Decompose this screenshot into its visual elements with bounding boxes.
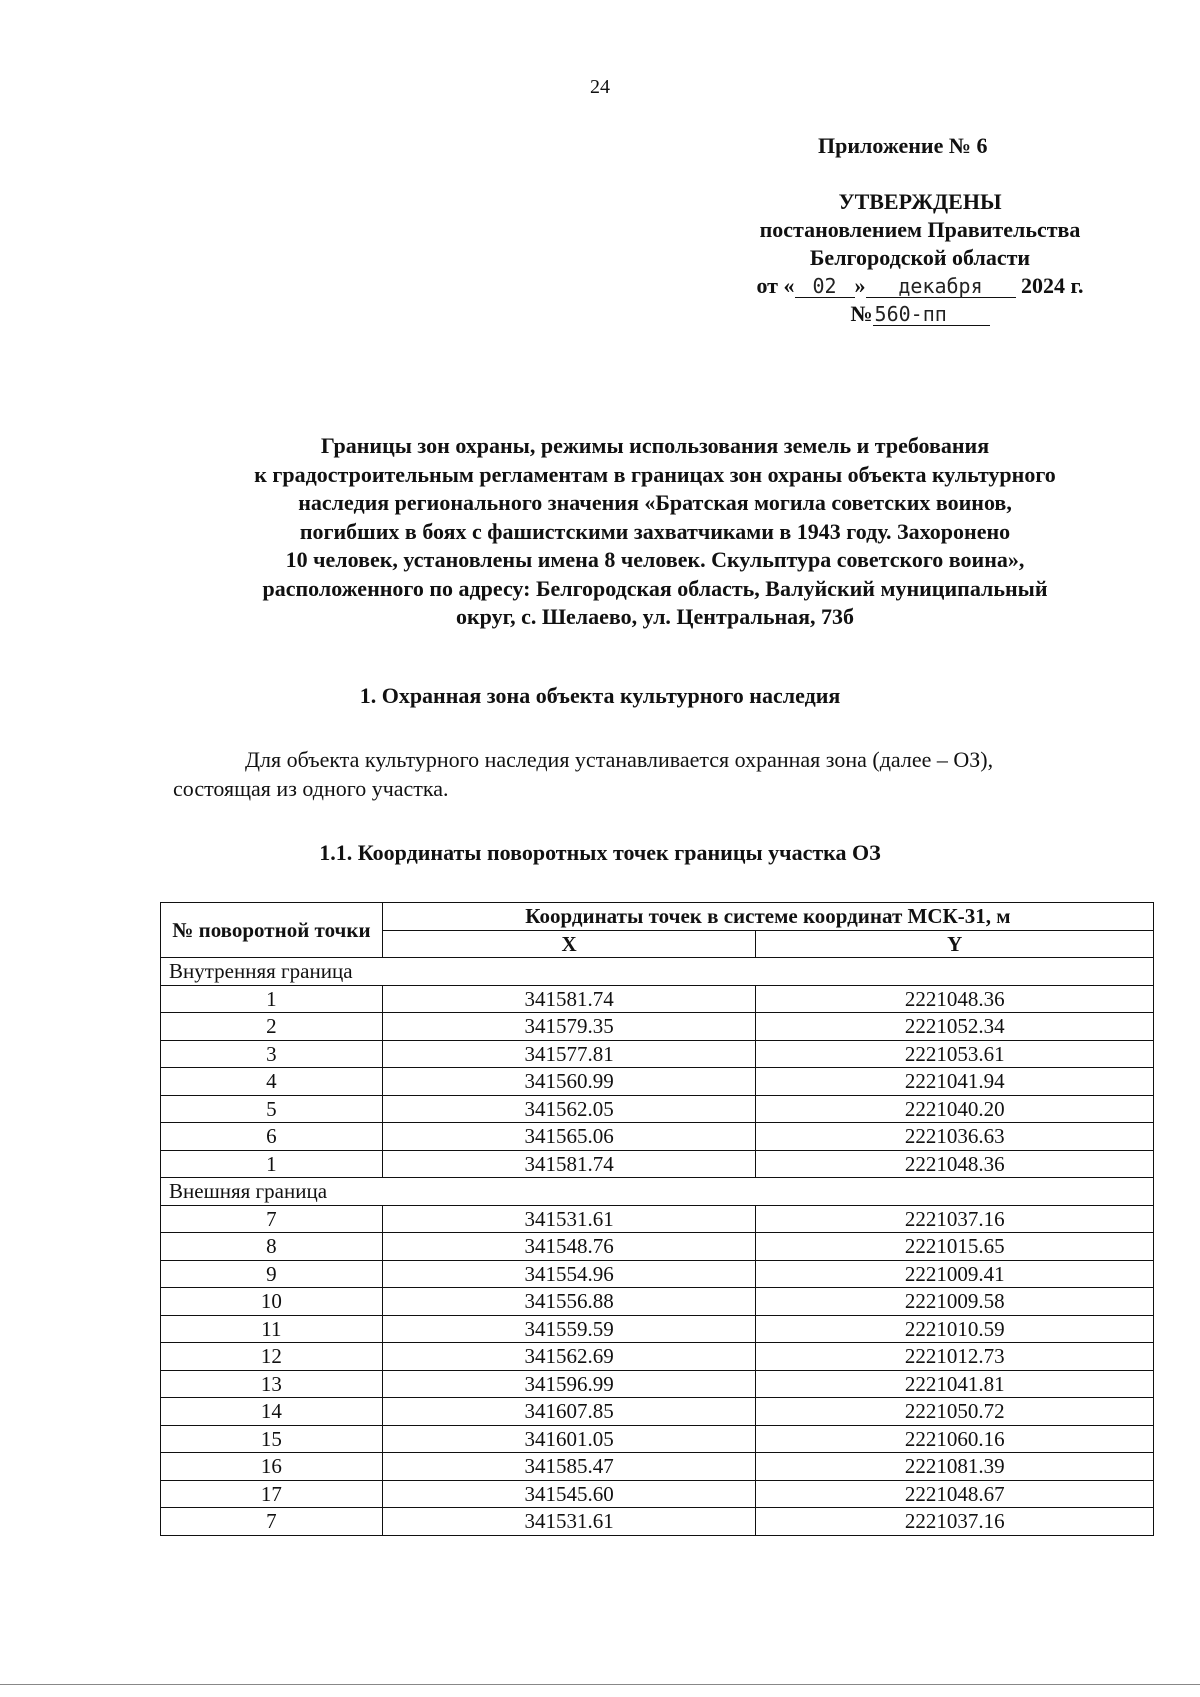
point-number-cell: 6 bbox=[161, 1123, 383, 1151]
table-row bbox=[161, 985, 1154, 1013]
point-number-cell: 17 bbox=[161, 1480, 383, 1508]
table-heading: 1.1. Координаты поворотных точек границы участка ОЗ bbox=[319, 840, 881, 865]
header-point-number bbox=[161, 903, 383, 958]
y-coordinate-cell: 2221009.58 bbox=[756, 1288, 1154, 1316]
y-coordinate-cell: 2221048.36 bbox=[756, 985, 1154, 1013]
approval-line-1: постановлением Правительства bbox=[759, 217, 1081, 242]
point-number-cell: 16 bbox=[161, 1453, 383, 1481]
table-row bbox=[161, 1343, 1154, 1371]
y-coordinate-cell: 2221048.67 bbox=[756, 1480, 1154, 1508]
point-number-cell: 1 bbox=[161, 985, 383, 1013]
y-coordinate-cell: 2221012.73 bbox=[756, 1343, 1154, 1371]
point-number-cell: 9 bbox=[161, 1260, 383, 1288]
group-label: Внутренняя граница bbox=[161, 958, 1154, 986]
table-row bbox=[161, 1095, 1154, 1123]
y-coordinate-cell: 2221041.94 bbox=[756, 1068, 1154, 1096]
table-row bbox=[161, 1288, 1154, 1316]
y-coordinate-cell: 2221081.39 bbox=[756, 1453, 1154, 1481]
y-coordinate-cell: 2221010.59 bbox=[756, 1315, 1154, 1343]
approval-date-line bbox=[725, 272, 1115, 300]
table-row bbox=[161, 1068, 1154, 1096]
x-coordinate-cell: 341545.60 bbox=[382, 1480, 756, 1508]
table-row bbox=[161, 1425, 1154, 1453]
x-coordinate-cell: 341560.99 bbox=[382, 1068, 756, 1096]
header-coordinates: Координаты точек в системе координат МСК-31, м bbox=[382, 903, 1153, 931]
x-coordinate-cell: 341577.81 bbox=[382, 1040, 756, 1068]
y-coordinate-cell: 2221015.65 bbox=[756, 1233, 1154, 1261]
date-year: 2024 г. bbox=[1021, 273, 1084, 298]
document-title bbox=[160, 432, 1150, 632]
point-number-cell: 1 bbox=[161, 1150, 383, 1178]
point-number-cell: 15 bbox=[161, 1425, 383, 1453]
table-row bbox=[161, 1013, 1154, 1041]
table-group-row bbox=[161, 1178, 1154, 1206]
title-line: округ, с. Шелаево, ул. Центральная, 73б bbox=[455, 604, 855, 629]
x-coordinate-cell: 341554.96 bbox=[382, 1260, 756, 1288]
table-row bbox=[161, 1205, 1154, 1233]
approved-heading: УТВЕРЖДЕНЫ bbox=[838, 189, 1002, 214]
table-row bbox=[161, 1040, 1154, 1068]
y-coordinate-cell: 2221041.81 bbox=[756, 1370, 1154, 1398]
appendix-label: Приложение № 6 bbox=[818, 133, 988, 158]
handwritten-month: декабря bbox=[866, 275, 1016, 298]
header-y: Y bbox=[756, 930, 1154, 958]
y-coordinate-cell: 2221050.72 bbox=[756, 1398, 1154, 1426]
x-coordinate-cell: 341531.61 bbox=[382, 1508, 756, 1536]
bottom-rule bbox=[0, 1684, 1200, 1685]
approval-block bbox=[725, 188, 1115, 328]
x-coordinate-cell: 341559.59 bbox=[382, 1315, 756, 1343]
y-coordinate-cell: 2221060.16 bbox=[756, 1425, 1154, 1453]
point-number-cell: 11 bbox=[161, 1315, 383, 1343]
point-number-cell: 8 bbox=[161, 1233, 383, 1261]
table-body bbox=[161, 958, 1154, 1536]
y-coordinate-cell: 2221037.16 bbox=[756, 1508, 1154, 1536]
x-coordinate-cell: 341601.05 bbox=[382, 1425, 756, 1453]
y-coordinate-cell: 2221052.34 bbox=[756, 1013, 1154, 1041]
x-coordinate-cell: 341565.06 bbox=[382, 1123, 756, 1151]
x-coordinate-cell: 341581.74 bbox=[382, 985, 756, 1013]
handwritten-number: 560-пп bbox=[873, 303, 990, 326]
table-row bbox=[161, 1508, 1154, 1536]
paragraph-line: Для объекта культурного наследия устанавливается охранная зона (далее – ОЗ), bbox=[245, 747, 994, 772]
x-coordinate-cell: 341579.35 bbox=[382, 1013, 756, 1041]
point-number-cell: 13 bbox=[161, 1370, 383, 1398]
x-coordinate-cell: 341556.88 bbox=[382, 1288, 756, 1316]
y-coordinate-cell: 2221009.41 bbox=[756, 1260, 1154, 1288]
section-heading: 1. Охранная зона объекта культурного наследия bbox=[359, 683, 841, 708]
y-coordinate-cell: 2221036.63 bbox=[756, 1123, 1154, 1151]
x-coordinate-cell: 341562.05 bbox=[382, 1095, 756, 1123]
point-number-cell: 2 bbox=[161, 1013, 383, 1041]
y-coordinate-cell: 2221048.36 bbox=[756, 1150, 1154, 1178]
point-number-cell: 4 bbox=[161, 1068, 383, 1096]
title-line: наследия регионального значения «Братская могила советских воинов, bbox=[298, 490, 1012, 515]
y-coordinate-cell: 2221040.20 bbox=[756, 1095, 1154, 1123]
handwritten-day: 02 bbox=[795, 275, 855, 298]
title-line: к градостроительным регламентам в границах зон охраны объекта культурного bbox=[254, 461, 1056, 487]
point-number-cell: 10 bbox=[161, 1288, 383, 1316]
page-number: 24 bbox=[590, 76, 610, 98]
point-number-cell: 5 bbox=[161, 1095, 383, 1123]
point-number-cell: 3 bbox=[161, 1040, 383, 1068]
coordinates-table bbox=[160, 902, 1154, 1536]
x-coordinate-cell: 341607.85 bbox=[382, 1398, 756, 1426]
approval-line-2: Белгородской области bbox=[809, 245, 1031, 270]
title-line: Границы зон охраны, режимы использования земель и требования bbox=[320, 433, 990, 458]
y-coordinate-cell: 2221053.61 bbox=[756, 1040, 1154, 1068]
point-number-cell: 14 bbox=[161, 1398, 383, 1426]
point-number-cell: 7 bbox=[161, 1508, 383, 1536]
title-line: 10 человек, установлены имена 8 человек. Скульптура советского воина», bbox=[285, 547, 1025, 572]
number-prefix: № bbox=[850, 301, 873, 326]
table-row bbox=[161, 1233, 1154, 1261]
x-coordinate-cell: 341562.69 bbox=[382, 1343, 756, 1371]
table-row bbox=[161, 1480, 1154, 1508]
table-row bbox=[161, 1453, 1154, 1481]
date-prefix: от « bbox=[756, 273, 795, 298]
header-point-text: № поворотной точки bbox=[172, 917, 371, 942]
table-row bbox=[161, 1260, 1154, 1288]
title-line: погибших в боях с фашистскими захватчиками в 1943 году. Захоронено bbox=[299, 518, 1011, 544]
table-row bbox=[161, 1123, 1154, 1151]
table-row bbox=[161, 1150, 1154, 1178]
group-label: Внешняя граница bbox=[161, 1178, 1154, 1206]
x-coordinate-cell: 341585.47 bbox=[382, 1453, 756, 1481]
header-x: X bbox=[382, 930, 756, 958]
y-coordinate-cell: 2221037.16 bbox=[756, 1205, 1154, 1233]
x-coordinate-cell: 341581.74 bbox=[382, 1150, 756, 1178]
x-coordinate-cell: 341548.76 bbox=[382, 1233, 756, 1261]
table-row bbox=[161, 1315, 1154, 1343]
table-row bbox=[161, 1370, 1154, 1398]
x-coordinate-cell: 341596.99 bbox=[382, 1370, 756, 1398]
point-number-cell: 12 bbox=[161, 1343, 383, 1371]
approval-number-line bbox=[725, 300, 1115, 328]
table-group-row bbox=[161, 958, 1154, 986]
title-line: расположенного по адресу: Белгородская область, Валуйский муниципальный bbox=[262, 575, 1048, 601]
date-mid: » bbox=[854, 273, 866, 298]
paragraph-line: состоящая из одного участка. bbox=[173, 775, 449, 801]
x-coordinate-cell: 341531.61 bbox=[382, 1205, 756, 1233]
point-number-cell: 7 bbox=[161, 1205, 383, 1233]
table-row bbox=[161, 1398, 1154, 1426]
body-paragraph bbox=[173, 746, 1148, 803]
